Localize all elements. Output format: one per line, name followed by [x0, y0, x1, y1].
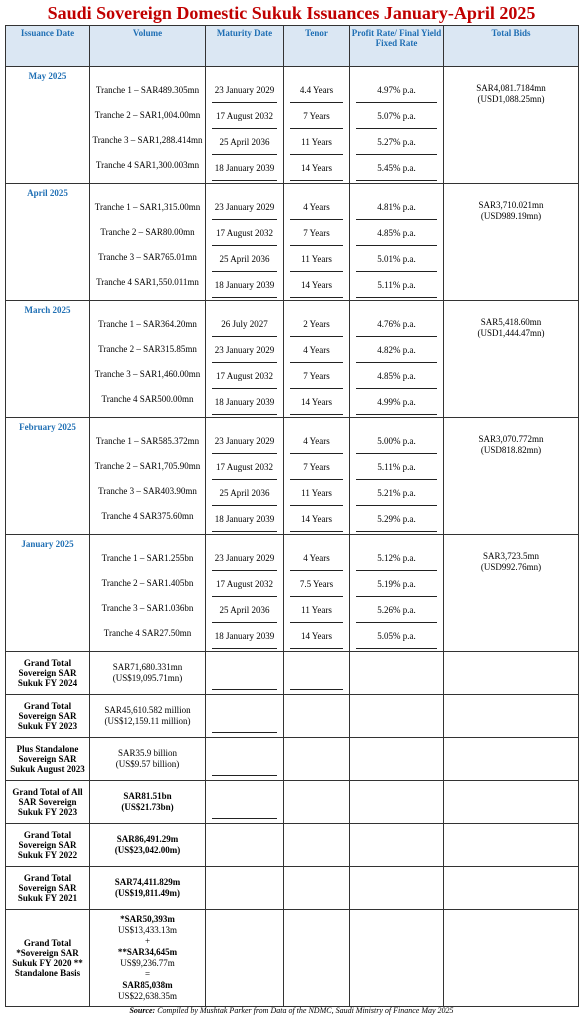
grand-total-line: =: [144, 969, 151, 979]
tranche-maturity-cell: [206, 184, 284, 301]
empty-cell: [206, 824, 284, 867]
month-row: [6, 67, 579, 184]
tranche-rate: 5.00% p.a.: [356, 428, 437, 454]
total-bids-cell: [444, 535, 579, 652]
tranche-volume: Tranche 1 – SAR1,315.00mn: [94, 201, 201, 212]
grand-total-line: SAR35.9 billion: [117, 748, 177, 758]
grand-total-line: US$9,236.77m: [120, 958, 175, 968]
grand-total-value: [90, 738, 206, 781]
bids-sar: SAR4,081.7184mn: [476, 83, 546, 93]
grand-total-line: SAR81.51bn: [123, 791, 172, 801]
tranche-volume: Tranche 3 – SAR1.036bn: [101, 602, 194, 613]
grand-total-value: [90, 695, 206, 738]
grand-total-value: [90, 781, 206, 824]
month-label: March 2025: [6, 301, 90, 418]
tranche-volume: Tranche 1 – SAR364.20mn: [98, 318, 197, 329]
grand-total-line: SAR85,038m: [122, 980, 173, 990]
tranche-tenor-cell: [284, 301, 350, 418]
month-label: January 2025: [6, 535, 90, 652]
tranche-tenor: 11 Years: [290, 129, 343, 155]
tranche-tenor: 14 Years: [290, 272, 343, 298]
grand-total-line: (US$21.73bn): [121, 802, 174, 812]
tranche-maturity: 23 January 2029: [212, 337, 277, 363]
tranche-maturity: 23 January 2029: [212, 428, 277, 454]
grand-total-line: **SAR34,645m: [117, 947, 178, 957]
tranche-tenor: 7.5 Years: [290, 571, 343, 597]
tranche-maturity: 25 April 2036: [212, 129, 277, 155]
tranche-tenor-cell: [284, 184, 350, 301]
grand-total-label: Grand Total Sovereign SAR Sukuk FY 2022: [6, 824, 90, 867]
grand-total-line: (US$23,042.00m): [114, 845, 181, 855]
tranche-maturity-cell: [206, 67, 284, 184]
tranche-volume: Tranche 2 – SAR315.85mn: [98, 343, 197, 354]
month-label: May 2025: [6, 67, 90, 184]
tranche-volume: Tranche 4 SAR1,300.003mn: [95, 159, 200, 170]
grand-total-row-fy2020: [6, 910, 579, 1007]
grand-total-line: US$13,433.13m: [117, 925, 177, 935]
bids-usd: (USD992.76mn): [480, 562, 542, 572]
month-row: [6, 418, 579, 535]
tranche-maturity: 25 April 2036: [212, 597, 277, 623]
empty-cell: [444, 781, 579, 824]
tranche-tenor: 4 Years: [290, 545, 343, 571]
tranche-tenor-cell: [284, 67, 350, 184]
tranche-volume: Tranche 3 – SAR1,460.00mn: [94, 368, 201, 379]
tranche-maturity: 23 January 2029: [212, 545, 277, 571]
tranche-maturity: 25 April 2036: [212, 480, 277, 506]
bids-sar: SAR3,710.021mn: [478, 200, 544, 210]
tranche-maturity: 18 January 2039: [212, 506, 277, 532]
tranche-volume: Tranche 4 SAR27.50mn: [103, 627, 192, 638]
grand-total-line: SAR74,411.829m: [114, 877, 181, 887]
bids-usd: (USD1,088.25mn): [477, 94, 545, 104]
tranche-rate: 5.27% p.a.: [356, 129, 437, 155]
empty-cell: [284, 695, 350, 738]
tranche-maturity: 23 January 2029: [212, 194, 277, 220]
tranche-volume-cell: [90, 535, 206, 652]
tranche-rate: 4.97% p.a.: [356, 77, 437, 103]
empty-cell: [444, 910, 579, 1007]
empty-cell: [284, 867, 350, 910]
tranche-tenor: 7 Years: [290, 454, 343, 480]
total-bids-cell: [444, 184, 579, 301]
tranche-rate: 5.19% p.a.: [356, 571, 437, 597]
tranche-rate-cell: [350, 67, 444, 184]
tranche-rate: 5.29% p.a.: [356, 506, 437, 532]
tranche-maturity: 17 August 2032: [212, 103, 277, 129]
header-volume: Volume: [90, 26, 206, 67]
tranche-rate-cell: [350, 301, 444, 418]
tranche-tenor: 7 Years: [290, 220, 343, 246]
source-text: Compiled by Mushtak Parker from Data of the NDMC, Saudi Ministry of Finance May 2025: [157, 1006, 454, 1015]
grand-total-row: [6, 781, 579, 824]
tranche-maturity: 25 April 2036: [212, 246, 277, 272]
empty-cell: [206, 652, 284, 695]
empty-cell: [206, 910, 284, 1007]
tranche-rate: 5.11% p.a.: [356, 272, 437, 298]
month-row: [6, 535, 579, 652]
tranche-maturity: 18 January 2039: [212, 155, 277, 181]
source-note: [0, 1006, 583, 1015]
tranche-rate: 5.01% p.a.: [356, 246, 437, 272]
tranche-maturity: 17 August 2032: [212, 220, 277, 246]
tranche-volume: Tranche 3 – SAR765.01mn: [98, 251, 197, 262]
header-maturity-date: Maturity Date: [206, 26, 284, 67]
tranche-tenor: 4 Years: [290, 428, 343, 454]
grand-total-label: Grand Total Sovereign SAR Sukuk FY 2023: [6, 695, 90, 738]
empty-cell: [350, 910, 444, 1007]
tranche-rate: 4.82% p.a.: [356, 337, 437, 363]
grand-total-row: [6, 867, 579, 910]
tranche-maturity-cell: [206, 301, 284, 418]
empty-cell: [206, 695, 284, 738]
tranche-volume: Tranche 2 – SAR1.405bn: [101, 577, 194, 588]
tranche-rate-cell: [350, 184, 444, 301]
empty-cell: [444, 824, 579, 867]
tranche-tenor: 11 Years: [290, 480, 343, 506]
grand-total-row: [6, 652, 579, 695]
empty-cell: [444, 652, 579, 695]
grand-total-value: [90, 867, 206, 910]
grand-total-value: [90, 910, 206, 1007]
grand-total-label: Grand Total of All SAR Sovereign Sukuk FY 2023: [6, 781, 90, 824]
tranche-tenor: 7 Years: [290, 363, 343, 389]
grand-total-label: Plus Standalone Sovereign SAR Sukuk August 2023: [6, 738, 90, 781]
tranche-tenor: 2 Years: [290, 311, 343, 337]
tranche-volume: Tranche 4 SAR1,550.011mn: [96, 276, 199, 287]
tranche-volume-cell: [90, 301, 206, 418]
tranche-volume: Tranche 2 – SAR1,004.00mn: [94, 109, 201, 120]
tranche-tenor: 14 Years: [290, 155, 343, 181]
empty-cell: [444, 867, 579, 910]
tranche-tenor: 4.4 Years: [290, 77, 343, 103]
grand-total-line: SAR45,610.582 million: [104, 705, 191, 715]
header-profit-rate: Profit Rate/ Final Yield Fixed Rate: [350, 26, 444, 67]
month-label: February 2025: [6, 418, 90, 535]
tranche-maturity: 17 August 2032: [212, 571, 277, 597]
empty-cell: [350, 652, 444, 695]
grand-total-line: SAR86,491.29m: [116, 834, 179, 844]
tranche-tenor: 4 Years: [290, 194, 343, 220]
tranche-maturity: 17 August 2032: [212, 454, 277, 480]
tranche-rate: 5.05% p.a.: [356, 623, 437, 649]
empty-cell: [206, 867, 284, 910]
tranche-rate: 5.26% p.a.: [356, 597, 437, 623]
tranche-maturity-cell: [206, 418, 284, 535]
tranche-rate-cell: [350, 418, 444, 535]
empty-cell: [206, 738, 284, 781]
month-label: April 2025: [6, 184, 90, 301]
tranche-rate: 5.07% p.a.: [356, 103, 437, 129]
empty-cell: [284, 824, 350, 867]
empty-cell: [444, 738, 579, 781]
tranche-rate: 4.85% p.a.: [356, 363, 437, 389]
empty-cell: [206, 781, 284, 824]
tranche-tenor-cell: [284, 418, 350, 535]
tranche-maturity: 18 January 2039: [212, 623, 277, 649]
grand-total-value: [90, 824, 206, 867]
month-row: [6, 301, 579, 418]
tranche-volume: Tranche 2 – SAR80.00mn: [100, 226, 195, 237]
empty-cell: [350, 824, 444, 867]
empty-cell: [350, 781, 444, 824]
empty-cell: [284, 910, 350, 1007]
empty-cell: [284, 781, 350, 824]
empty-cell: [350, 738, 444, 781]
tranche-tenor: 14 Years: [290, 389, 343, 415]
grand-total-line: US$22,638.35m: [117, 991, 177, 1001]
tranche-maturity: 17 August 2032: [212, 363, 277, 389]
empty-cell: [444, 695, 579, 738]
empty-cell: [284, 652, 350, 695]
header-tenor: Tenor: [284, 26, 350, 67]
tranche-rate: 4.81% p.a.: [356, 194, 437, 220]
tranche-maturity: 18 January 2039: [212, 389, 277, 415]
bids-usd: (USD989.19mn): [480, 211, 542, 221]
grand-total-line: (US$19,811.49m): [115, 888, 180, 898]
tranche-tenor: 4 Years: [290, 337, 343, 363]
source-label: Source:: [129, 1006, 156, 1015]
tranche-volume-cell: [90, 67, 206, 184]
bids-sar: SAR3,070.772mn: [478, 434, 544, 444]
tranche-maturity: 23 January 2029: [212, 77, 277, 103]
page-title: Saudi Sovereign Domestic Sukuk Issuances January-April 2025: [47, 3, 536, 23]
tranche-rate: 4.85% p.a.: [356, 220, 437, 246]
tranche-volume: Tranche 3 – SAR403.90mn: [98, 485, 197, 496]
tranche-volume-cell: [90, 418, 206, 535]
month-row: [6, 184, 579, 301]
grand-total-line: +: [144, 936, 151, 946]
grand-total-line: (US$9.57 billion): [115, 759, 180, 769]
bids-usd: (USD818.82mn): [480, 445, 542, 455]
grand-total-label: Grand Total Sovereign SAR Sukuk FY 2024: [6, 652, 90, 695]
tranche-volume: Tranche 1 – SAR585.372mn: [95, 435, 200, 446]
tranche-maturity: 18 January 2039: [212, 272, 277, 298]
total-bids-cell: [444, 301, 579, 418]
empty-cell: [350, 695, 444, 738]
tranche-rate: 4.99% p.a.: [356, 389, 437, 415]
tranche-tenor: 14 Years: [290, 623, 343, 649]
empty-cell: [284, 738, 350, 781]
tranche-rate: 5.11% p.a.: [356, 454, 437, 480]
header-issuance-date: Issuance Date: [6, 26, 90, 67]
tranche-rate: 5.12% p.a.: [356, 545, 437, 571]
tranche-maturity: 26 July 2027: [212, 311, 277, 337]
tranche-volume: Tranche 3 – SAR1,288.414mn: [92, 134, 203, 145]
tranche-tenor-cell: [284, 535, 350, 652]
grand-total-line: (US$19,095.71mn): [112, 673, 183, 683]
grand-total-row: [6, 695, 579, 738]
tranche-tenor: 7 Years: [290, 103, 343, 129]
grand-total-row: [6, 738, 579, 781]
header-total-bids: Total Bids: [444, 26, 579, 67]
tranche-volume: Tranche 1 – SAR1.255bn: [101, 552, 194, 563]
grand-total-label: Grand Total *Sovereign SAR Sukuk FY 2020 ** Standalone Basis: [6, 910, 90, 1007]
bids-usd: (USD1,444.47mn): [477, 328, 545, 338]
tranche-volume: Tranche 4 SAR500.00mn: [101, 393, 194, 404]
empty-cell: [350, 867, 444, 910]
tranche-rate: 4.76% p.a.: [356, 311, 437, 337]
tranche-rate-cell: [350, 535, 444, 652]
grand-total-row: [6, 824, 579, 867]
tranche-volume: Tranche 2 – SAR1,705.90mn: [94, 460, 201, 471]
total-bids-cell: [444, 418, 579, 535]
grand-total-label: Grand Total Sovereign SAR Sukuk FY 2021: [6, 867, 90, 910]
tranche-rate: 5.21% p.a.: [356, 480, 437, 506]
bids-sar: SAR3,723.5mn: [482, 551, 539, 561]
tranche-maturity-cell: [206, 535, 284, 652]
tranche-tenor: 11 Years: [290, 246, 343, 272]
sukuk-table: [5, 25, 579, 1007]
bids-sar: SAR5,418.60mn: [480, 317, 542, 327]
tranche-rate: 5.45% p.a.: [356, 155, 437, 181]
tranche-tenor: 14 Years: [290, 506, 343, 532]
table-header-row: [6, 26, 579, 67]
tranche-volume-cell: [90, 184, 206, 301]
tranche-volume: Tranche 1 – SAR489.305mn: [95, 84, 200, 95]
grand-total-line: (US$12,159.11 million): [104, 716, 191, 726]
tranche-tenor: 11 Years: [290, 597, 343, 623]
grand-total-line: SAR71,680.331mn: [112, 662, 183, 672]
grand-total-value: [90, 652, 206, 695]
total-bids-cell: [444, 67, 579, 184]
grand-total-line: *SAR50,393m: [120, 914, 175, 924]
tranche-volume: Tranche 4 SAR375.60mn: [101, 510, 194, 521]
